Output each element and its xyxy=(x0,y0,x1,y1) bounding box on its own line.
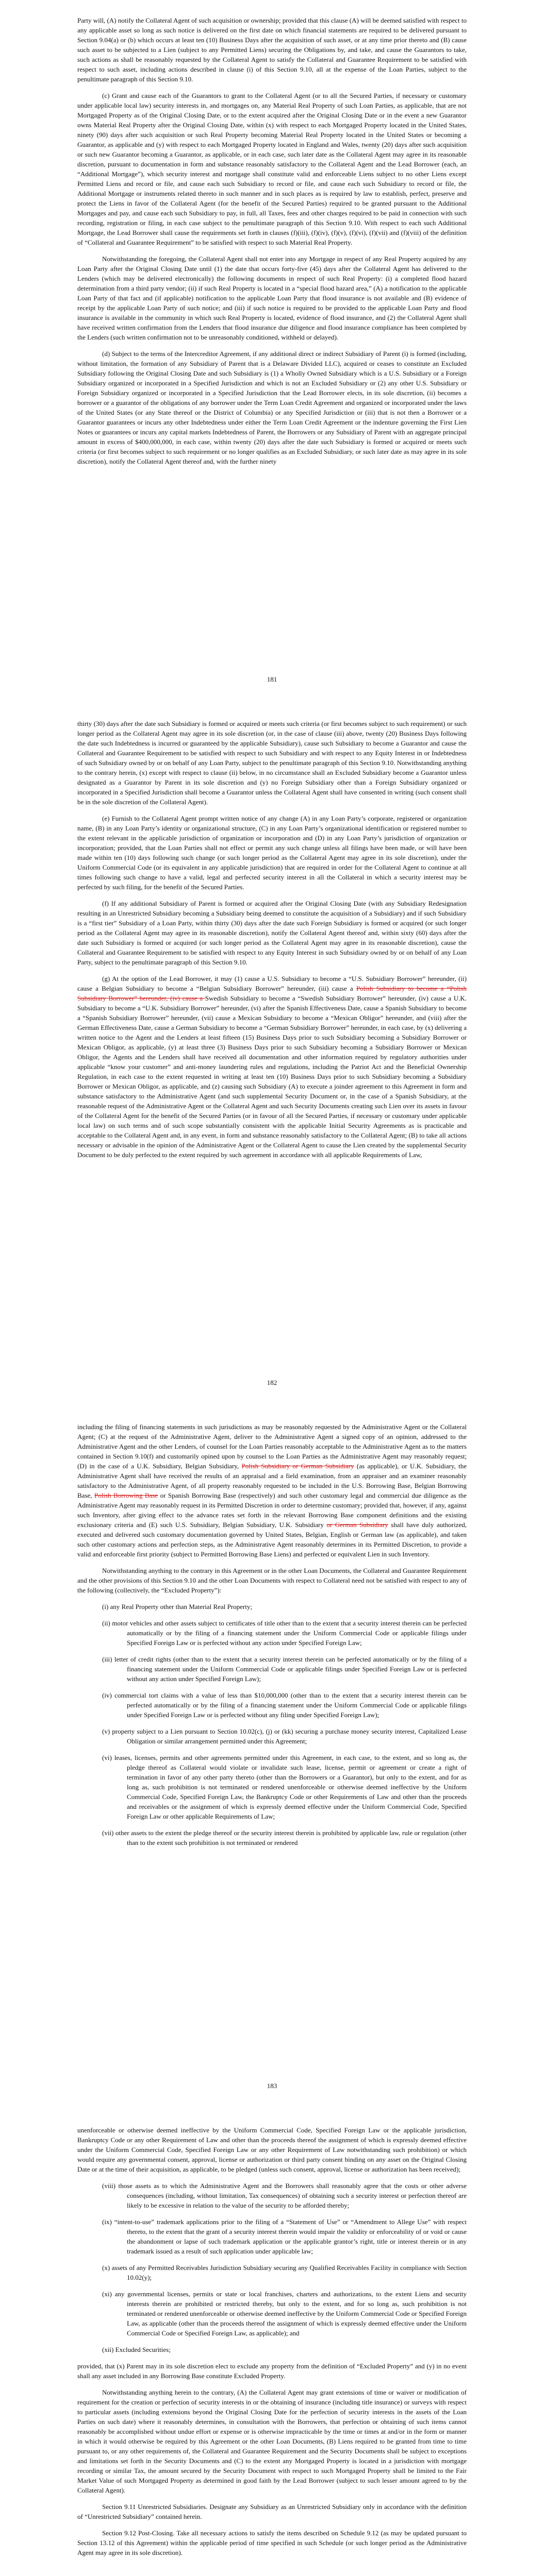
list-item: (xii) Excluded Securities; xyxy=(102,2346,171,2353)
paragraph: Notwithstanding anything to the contrary in this Agreement or in the other Loan Documents, the Collateral and Guarantee Requirement and the other provisions of this Section 9.10 and the other Loan Documents with respect to Collateral need not be satisfied with respect to any of the following (collectively, the “Excluded Property”): xyxy=(77,1567,467,1594)
paragraph-with-revisions xyxy=(77,1422,467,1559)
paragraph: unenforceable or otherwise deemed ineffective by the Uniform Commercial Code, Specified Foreign Law or the applicable jurisdiction, Bankruptcy Code or any other Requirement of Law and other than the proceeds thereof the assignment of which is expressly deemed effective under the Uniform Commercial Code, Specified Foreign Law or any other Requirement of Law notwithstanding such prohibition) or which would require any governmental consent, approval, license or authorization or third party consent binding on any asset on the Original Closing Date or at the time of their acquisition, as applicable, to be pledged (unless such consent, approval, license or authorization has been received); xyxy=(77,2126,467,2173)
list-item: (ii) motor vehicles and other assets subject to certificates of title other than to the extent that a security interest therein can be perfected automatically or by the filing of a financing statement under the Uniform Commercial Code or applicable filings under Specified Foreign Law or is perfected without any action under Specified Foreign Law; xyxy=(102,1619,467,1647)
page-number: 182 xyxy=(267,1379,277,1386)
paragraph-text: including the filing of financing statements in such jurisdictions as may be reasonably requested by the Administrative Agent or the Collateral Agent; (C) at the request of the Administrative Agent, deliver to the Administrative Agent a signed copy of an opinion, addressed to the Administrative Agent and the other Lenders, of counsel for the Loan Parties reasonably acceptable to the Administrative Agent as to the matters contained in Section 9.10(f) and customarily opined upon by counsel to the Loan Parties as the Administrative Agent may reasonably request; (D) in the case of a U.K. Subsidiary, Belgian Subsidiary, xyxy=(77,1423,467,1470)
paragraph: (e) Furnish to the Collateral Agent prompt written notice of any change (A) in any Loan Party’s corporate, registered or organization name, (B) in any Loan Party’s identity or organizational structure, (C) in any Loan Party’s organizational identification or registered number to the extent relevant in the applicable jurisdiction of organization or incorporation and (D) in any Loan Party’s jurisdiction of organization or incorporation; provided, that the Loan Parties shall not effect or permit any such change unless all filings have been made, or will have been made within ten (10) days following such change (or such longer period as the Collateral Agent may agree in its sole discretion), under the Uniform Commercial Code (or its equivalent in any applicable jurisdiction) that are required in order for the Collateral Agent to continue at all times following such change to have a valid, legal and perfected security interest in all the Collateral in which a security interest may be perfected by such filing, for the benefit of the Secured Parties. xyxy=(77,815,467,891)
paragraph: provided, that (x) Parent may in its sole discretion elect to exclude any property from the definition of “Excluded Property” and (y) in no event shall any asset included in any Borrowing Base constitute Excluded Property. xyxy=(77,2362,467,2380)
paragraph: Notwithstanding the foregoing, the Collateral Agent shall not enter into any Mortgage in respect of any Real Property acquired by any Loan Party after the Original Closing Date until (1) the date that occurs forty-five (45) days after the Collateral Agent has delivered to the Lenders (which may be delivered electronically) the following documents in respect of such Real Property: (i) a completed flood hazard determination from a third party vendor; (ii) if such Real Property is located in a “special flood hazard area,” (A) a notification to the applicable Loan Party of that fact and (if applicable) notification to the applicable Loan Party that flood insurance is not available and (B) evidence of receipt by the applicable Loan Party of such notice; and (iii) if such notice is required to be provided to the applicable Loan Party and flood insurance is available in the community in which such Real Property is located, evidence of flood insurance, and (2) the Collateral Agent shall have received written confirmation from the Lenders that flood insurance due diligence and flood insurance compliance has been completed by the Lenders (such written confirmation not to be unreasonably conditioned, withheld or delayed). xyxy=(77,255,467,341)
document-page-184 xyxy=(0,2110,544,2576)
list-item: (xi) any governmental licenses, permits or state or local franchises, charters and authorizations, to the extent Liens and security interests therein are prohibited or restricted thereby, but only to the extent, and for so long as, such prohibition is not terminated or rendered unenforceable or otherwise deemed ineffective by the Uniform Commercial Code or Specified Foreign Law, as applicable (other than the proceeds thereof the assignment of which is expressly deemed effective under the Uniform Commercial Code or Specified Foreign Law, as applicable); and xyxy=(102,2290,467,2337)
document-page-181 xyxy=(0,0,544,703)
list-item: (viii) those assets as to which the Administrative Agent and the Borrowers shall reasonably agree that the costs or other adverse consequences (including, without limitation, Tax consequences) of obtaining such a security interest or perfection thereof are likely to be excessive in relation to the value of the security to be afforded thereby; xyxy=(102,2182,467,2209)
section-heading-paragraph: Section 9.11 Unrestricted Subsidiaries. Designate any Subsidiary as an Unrestricted Subsidiary only in accordance with the definition of “Unrestricted Subsidiary” contained herein. xyxy=(77,2503,467,2520)
paragraph: (c) Grant and cause each of the Guarantors to grant to the Collateral Agent (or to all the Secured Parties, if necessary or customary under applicable local law) security interests in, and mortgages on, any Material Real Property of such Loan Parties, as applicable, that are not Mortgaged Property as of the Original Closing Date, or to the extent acquired after the Original Closing Date or in the event a new Guarantor owns Material Real Property after the Original Closing Date, within (x) with respect to each Mortgaged Property located in the United States, ninety (90) days after such acquisition or such Real Property becoming Material Real Property located in the United States or becoming a Guarantor, as applicable and (y) with respect to each Mortgaged Property located in England and Wales, twenty (20) days after such acquisition or such new Guarantor becoming a Guarantor, as applicable, or in each case, such later date as the Collateral Agent may agree in its reasonable discretion, pursuant to documentation in form and substance reasonably satisfactory to the Collateral Agent and the Lead Borrower (each, an “Additional Mortgage”), which security interest and mortgage shall constitute valid and enforceable Liens subject to no other Liens except Permitted Liens and record or file, and cause each such Subsidiary to record or file, and cause each such Subsidiary to record or file, the Additional Mortgage or instruments related thereto in such manner and in such places as is required by law to establish, perfect, preserve and protect the Liens in favor of the Collateral Agent (for the benefit of the Secured Parties) required to be granted pursuant to the Additional Mortgages and pay, and cause each such Subsidiary to pay, in full, all Taxes, fees and other charges required to be paid in connection with such recording, registration or filing, in each case subject to the penultimate paragraph of this Section 9.10. With respect to each such Additional Mortgage, the Lead Borrower shall cause the requirements set forth in clauses (f)(iii), (f)(iv), (f)(v), (f)(vi), (f)(vii) and (f)(viii) of the definition of “Collateral and Guarantee Requirement” to be satisfied with respect to such Material Real Property. xyxy=(77,92,467,246)
paragraph: (d) Subject to the terms of the Intercreditor Agreement, if any additional direct or indirect Subsidiary of Parent (i) is formed (including, without limitation, the formation of any Subsidiary of Parent that is a Delaware Divided LLC), acquired or ceases to constitute an Excluded Subsidiary following the Original Closing Date and such Subsidiary is (1) a Wholly Owned Subsidiary which is a U.S. Subsidiary or a Foreign Subsidiary organized or incorporated in a Specified Jurisdiction and which is not an Excluded Subsidiary or (2) any other U.S. Subsidiary or Foreign Subsidiary organized or incorporated in a Specified Jurisdiction that the Lead Borrower elects, in its sole discretion, (ii) becomes a borrower or a guarantor of the obligations of any borrower under the Term Loan Credit Agreement and organized or incorporated under the laws of the United States (or any State thereof or the District of Columbia) or any Specified Jurisdiction or (iii) that is not then a Borrower or a Guarantor guarantees or incurs any other Indebtedness under either the Term Loan Credit Agreement or the indenture governing the First Lien Notes or guarantees or incurs any capital markets Indebtedness of Parent, the Borrowers or any Subsidiary of Parent with an aggregate principal amount in excess of $400,000,000, in each case, within twenty (20) days after the date such Subsidiary is formed or acquired or meets such criteria (or first becomes subject to such requirement or no longer qualifies as an Excluded Subsidiary, or such later date as may agree in its sole discretion), notify the Collateral Agent thereof and, with the further ninety xyxy=(77,350,467,465)
section-heading-paragraph: Section 9.12 Post-Closing. Take all necessary actions to satisfy the items described on Schedule 9.12 (as may be updated pursuant to Section 13.12 of this Agreement) within the applicable period of time specified in such Schedule (or such longer period as the Administrative Agent may agree in its sole discretion). xyxy=(77,2529,467,2556)
paragraph-text: (as applicable), or U.K. Subsidiary, the Administrative Agent shall have received the results of an appraisal and a field examination, from an appraiser and an examiner reasonably satisfactory to the Administrative Agent, of all property reasonably requested to be included in the U.S. Borrowing Base, Belgian Borrowing Base, xyxy=(77,1462,467,1499)
document-page-183 xyxy=(0,1406,544,2110)
paragraph: (f) If any additional Subsidiary of Parent is formed or acquired after the Original Closing Date (with any Subsidiary Redesignation resulting in an Unrestricted Subsidiary becoming a Subsidiary being deemed to constitute the acquisition of a Subsidiary) and if such Subsidiary is a “first tier” Subsidiary of a Loan Party, within thirty (30) days after the date such Foreign Subsidiary is formed or acquired (or such longer period as the Collateral Agent may agree in its reasonable discretion), notify the Collateral Agent thereof and, within sixty (60) days after the date such Subsidiary is formed or acquired (or such longer period as the Collateral Agent may agree in its reasonable discretion), cause the Collateral and Guarantee Requirement to be satisfied with respect to any Equity Interest in such Subsidiary owned by or on behalf of any Loan Party, subject to the penultimate paragraph of this Section 9.10. xyxy=(77,900,467,966)
paragraph: thirty (30) days after the date such Subsidiary is formed or acquired or meets such criteria (or first becomes subject to such requirement) or such longer period as the Collateral Agent may agree in its sole discretion (or, in the case of clause (iii) above, twenty (20) Business Days following the date such Indebtedness is incurred or guaranteed by the applicable Subsidiary), cause such Subsidiary to become a Guarantor and cause the Collateral and Guarantee Requirement to be satisfied with respect to such Subsidiary and with respect to any Equity Interest in or Indebtedness of such Subsidiary owned by or on behalf of any Loan Party, subject to the penultimate paragraph of this Section 9.10. Notwithstanding anything to the contrary herein, (x) except with respect to clause (ii) below, in no circumstance shall an Excluded Subsidiary become a Guarantor unless designated as a Guarantor by Parent in its sole discretion and (y) no Foreign Subsidiary other than a Foreign Subsidiary organized or incorporated in a Specified Jurisdiction shall become a Guarantor unless the Collateral Agent shall have consented in writing (such consent shall be in the sole discretion of the Collateral Agent). xyxy=(77,720,467,806)
page-number: 181 xyxy=(267,675,277,683)
list-item: (iii) letter of credit rights (other than to the extent that a security interest therein can be perfected automatically or by the filing of a financing statement under the Uniform Commercial Code or applicable filings under Specified Foreign Law or is perfected without any action under Specified Foreign Law); xyxy=(102,1655,467,1683)
paragraph-with-revisions xyxy=(77,974,467,1160)
list-item: (iv) commercial tort claims with a value of less than $10,000,000 (other than to the extent that a security interest therein can be perfected automatically or by the filing of a financing statement under the Uniform Commercial Code or applicable filings under Specified Foreign Law or is perfected without any filing under Specified Foreign Law); xyxy=(102,1691,467,1719)
list-item: (i) any Real Property other than Material Real Property; xyxy=(102,1603,252,1611)
paragraph-text: (g) At the option of the Lead Borrower, it may (1) cause a U.S. Subsidiary to become a “U.S. Subsidiary Borrower” hereunder, (ii) cause a Belgian Subsidiary to become a “Belgian Subsidiary Borrower” hereunder, (iii) cause a xyxy=(77,975,467,992)
list-item: (vii) other assets to the extent the pledge thereof or the security interest therein is prohibited by applicable law, rule or regulation (other than to the extent such prohibition is not terminated or rendered xyxy=(102,1829,467,1846)
list-item: (x) assets of any Permitted Receivables Jurisdiction Subsidiary securing any Qualified Receivables Facility in compliance with Section 10.02(y); xyxy=(102,2264,467,2281)
paragraph-text: or Spanish Borrowing Base (respectively) and such other customary legal and commercial due diligence as the Administrative Agent may reasonably request in its Permitted Discretion in order to determine customary; provided that, however, if any, against such Inventory, after giving effect to the advance rates set forth in the relevant Borrowing Base component definitions and the existing exclusionary criteria and (E) such U.S. Subsidiary, Belgian Subsidiary, U.K. Subsidiary xyxy=(77,1492,467,1529)
paragraph-text: Swedish Subsidiary to become a “Swedish Subsidiary Borrower” hereunder, (iv) cause a U.K. Subsidiary to become a “U.K. Subsidiary Borrower” hereunder, (vi) after the Spanish Effectiveness Date, cause a Spanish Subsidiary to become a “Spanish Subsidiary Borrower” hereunder, (vii) cause a Mexican Subsidiary to become a “Mexican Obligor” hereunder, and (viii) after the German Effectiveness Date, cause a German Subsidiary to become a “German Subsidiary Borrower” hereunder, in each case, by (x) delivering a written notice to the Agent and the Lenders at least fifteen (15) Business Days prior to such Subsidiary becoming a Subsidiary Borrower or Mexican Obligor, as applicable, (y) at least three (3) Business Days prior to such Subsidiary becoming a Subsidiary Borrower or Mexican Obligor, the Agents and the Lenders shall have received all documentation and other information required by regulatory authorities under applicable “know your customer” and anti-money laundering rules and regulations, including the Patriot Act and the Beneficial Ownership Regulation, in each case to the extent requested in writing at least ten (10) Business Days prior to such Subsidiary becoming a Subsidiary Borrower or Mexican Obligor, as applicable, and (z) causing such Subsidiary (A) to execute a joinder agreement to this Agreement in form and substance satisfactory to the Administrative Agent (and such supplemental Security Document or, in the case of a Spanish Subsidiary, at the reasonable request of the Administrative Agent or the Collateral Agent and such Security Documents creating such Lien over its assets in favour of the Collateral Agent for the benefit of the Secured Parties (or in favour of all the Secured Parties, if necessary or customary under applicable local law) on such terms and of such scope substantially consistent with the applicable Initial Security Agreements as is practicable and acceptable to the Collateral Agent and, in any event, in form and substance reasonably satisfactory to the Collateral Agent; (B) to take all actions necessary or advisable in the opinion of the Administrative Agent or the Collateral Agent to cause the Lien created by the supplemental Security Document to be duly perfected to the extent required by such agreement in accordance with all applicable Requirements of Law, xyxy=(77,994,467,1159)
deleted-text: Polish Borrowing Base xyxy=(94,1492,158,1499)
deleted-text: or German Subsidiary xyxy=(326,1521,388,1529)
page-number: 183 xyxy=(267,2082,277,2090)
list-item: (v) property subject to a Lien pursuant to Section 10.02(c), (j) or (kk) securing a purchase money security interest, Capitalized Lease Obligation or similar arrangement permitted under this Agreement; xyxy=(102,1727,467,1745)
document-page-182 xyxy=(0,703,544,1406)
paragraph-text: shall have duly authorized, executed and delivered such customary documentation governed by United States, Belgian, English or German law (as applicable), and taken such other customary actions and perfection steps, as the Administrative Agent reasonably determines in its Permitted Discretion, to provide a valid and enforceable first priority (subject to Permitted Borrowing Base Liens) and perfected or equivalent Lien in such Inventory. xyxy=(77,1521,467,1558)
paragraph: Party will, (A) notify the Collateral Agent of such acquisition or ownership; provided that this clause (A) will be deemed satisfied with respect to any applicable asset so long as such notice is delivered on the first date on which financial statements are required to be delivered pursuant to Section 9.04(a) or (b) which occurs at least ten (10) Business Days after the acquisition of such asset, or at any time prior thereto and (B) cause such asset to be subjected to a Lien (subject to any Permitted Liens) securing the Obligations by, and take, and cause the Guarantors to take, such actions as shall be reasonably requested by the Collateral Agent to satisfy the Collateral and Guarantee Requirement to be satisfied with respect to such asset, including actions described in clause (i) of this Section 9.10, all at the expense of the Loan Parties, subject to the penultimate paragraph of this Section 9.10. xyxy=(77,16,467,83)
list-item: (vi) leases, licenses, permits and other agreements permitted under this Agreement, in each case, to the extent, and so long as, the pledge thereof as Collateral would violate or invalidate such lease, license, permit or agreement or create a right of termination in favor of any other party thereto (other than the Borrowers or a Guarantor), but only to the extent, and for as long as, such prohibition is not terminated or rendered unenforceable or otherwise deemed ineffective by the Uniform Commercial Code, Specified Foreign Law, the Bankruptcy Code or other Requirements of Law and other than the proceeds and receivables or the assignment of which is expressly deemed effective under the Uniform Commercial Code, Specified Foreign Law or other applicable Requirements of Law; xyxy=(102,1754,467,1820)
deleted-text: Polish Subsidiary to become a “Polish Subsidiary Borrower” hereunder, (iv) cause a xyxy=(77,985,467,1002)
deleted-text: Polish Subsidiary or German Subsidiary xyxy=(241,1462,354,1470)
list-item: (ix) “intent-to-use” trademark applications prior to the filing of a “Statement of Use” or “Amendment to Allege Use” with respect thereto, to the extent that the grant of a security interest therein would impair the validity or enforceability of or void or cause the abandonment or lapse of such trademark application or the applicable grantor’s right, title or interest therein or in any trademark issued as a result of such application under applicable law; xyxy=(102,2218,467,2255)
paragraph: Notwithstanding anything herein to the contrary, (A) the Collateral Agent may grant extensions of time or waiver or modification of requirement for the creation or perfection of security interests in or the obtaining of insurance (including title insurance) or surveys with respect to particular assets (including extensions beyond the Original Closing Date for the perfection of security interests in the assets of the Loan Parties on such date) where it reasonably determines, in consultation with the Borrowers, that perfection or obtaining of such items cannot reasonably be accomplished without undue effort or expense or is otherwise impracticable by the time or times at and/or in the form or manner in which it would otherwise be required by this Agreement or the other Loan Documents, (B) Liens required to be granted from time to time pursuant to, or any other requirements of, the Collateral and Guarantee Requirement and the Security Documents shall be subject to exceptions and limitations set forth in the Security Documents and (C) to the extent any Mortgaged Property is located in a jurisdiction with mortgage recording or similar Tax, the amount secured by the Security Document with respect to such Mortgaged Property shall be limited to the Fair Market Value of such Mortgaged Property as determined in good faith by the Lead Borrower (subject to such lesser amount agreed to by the Collateral Agent). xyxy=(77,2388,467,2494)
